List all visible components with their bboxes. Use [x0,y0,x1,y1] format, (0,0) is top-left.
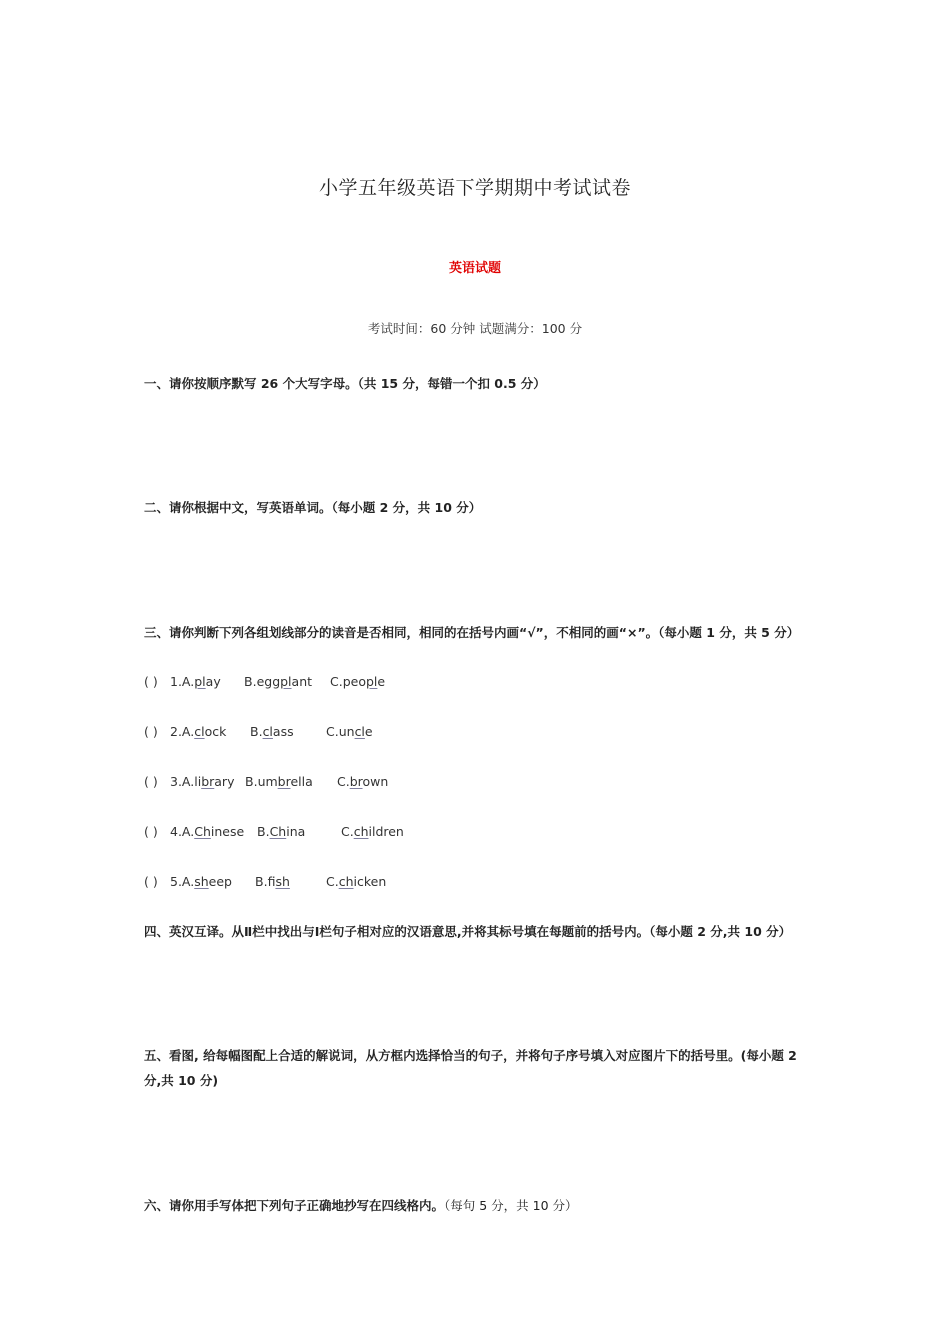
option-b: B.China [257,824,306,839]
option-a: 2.A.clock [170,724,227,739]
page-title: 小学五年级英语下学期期中考试试卷 [318,177,631,199]
option-c: C.people [330,674,386,689]
section-6-heading: 六、请你用手写体把下列句子正确地抄写在四线格内。（每句 5 分，共 10 分） [144,1198,578,1213]
option-a: 3.A.library [170,774,235,789]
answer-bracket[interactable]: ( ) [144,874,158,889]
option-c: C.chicken [326,874,387,889]
option-b: B.fish [255,874,290,889]
section-6-note: （每句 5 分，共 10 分） [444,1198,578,1213]
exam-meta: 考试时间：60 分钟 试题满分：100 分 [367,321,583,336]
page-subtitle: 英语试题 [448,261,501,276]
option-a: 5.A.sheep [170,874,232,889]
option-c: C.uncle [326,724,373,739]
section-3-heading: 三、请你判断下列各组划线部分的读音是否相同，相同的在括号内画“√”，不相同的画“×”。（每小题 1 分，共 5 分） [144,625,800,640]
section-1-heading: 一、请你按顺序默写 26 个大写字母。（共 15 分，每错一个扣 0.5 分） [144,376,546,391]
answer-bracket[interactable]: ( ) [144,774,158,789]
section-5-heading: 五、看图, 给每幅图配上合适的解说词，从方框内选择恰当的句子，并将句子序号填入对应图片下的括号里。(每小题 2 分,共 10 分) [144,1048,797,1088]
answer-bracket[interactable]: ( ) [144,724,158,739]
option-b: B.class [250,724,294,739]
section-4-heading: 四、英汉互译。从Ⅱ栏中找出与Ⅰ栏句子相对应的汉语意思,并将其标号填在每题前的括号内。（每小题 2 分,共 10 分） [144,924,792,939]
answer-bracket[interactable]: ( ) [144,824,158,839]
option-a: 1.A.play [170,674,221,689]
answer-bracket[interactable]: ( ) [144,674,158,689]
section-2-heading: 二、请你根据中文，写英语单词。（每小题 2 分，共 10 分） [144,500,482,515]
option-a: 4.A.Chinese [170,824,245,839]
option-b: B.umbrella [245,774,313,789]
option-c: C.children [341,824,404,839]
option-b: B.eggplant [244,674,313,689]
option-c: C.brown [337,774,389,789]
